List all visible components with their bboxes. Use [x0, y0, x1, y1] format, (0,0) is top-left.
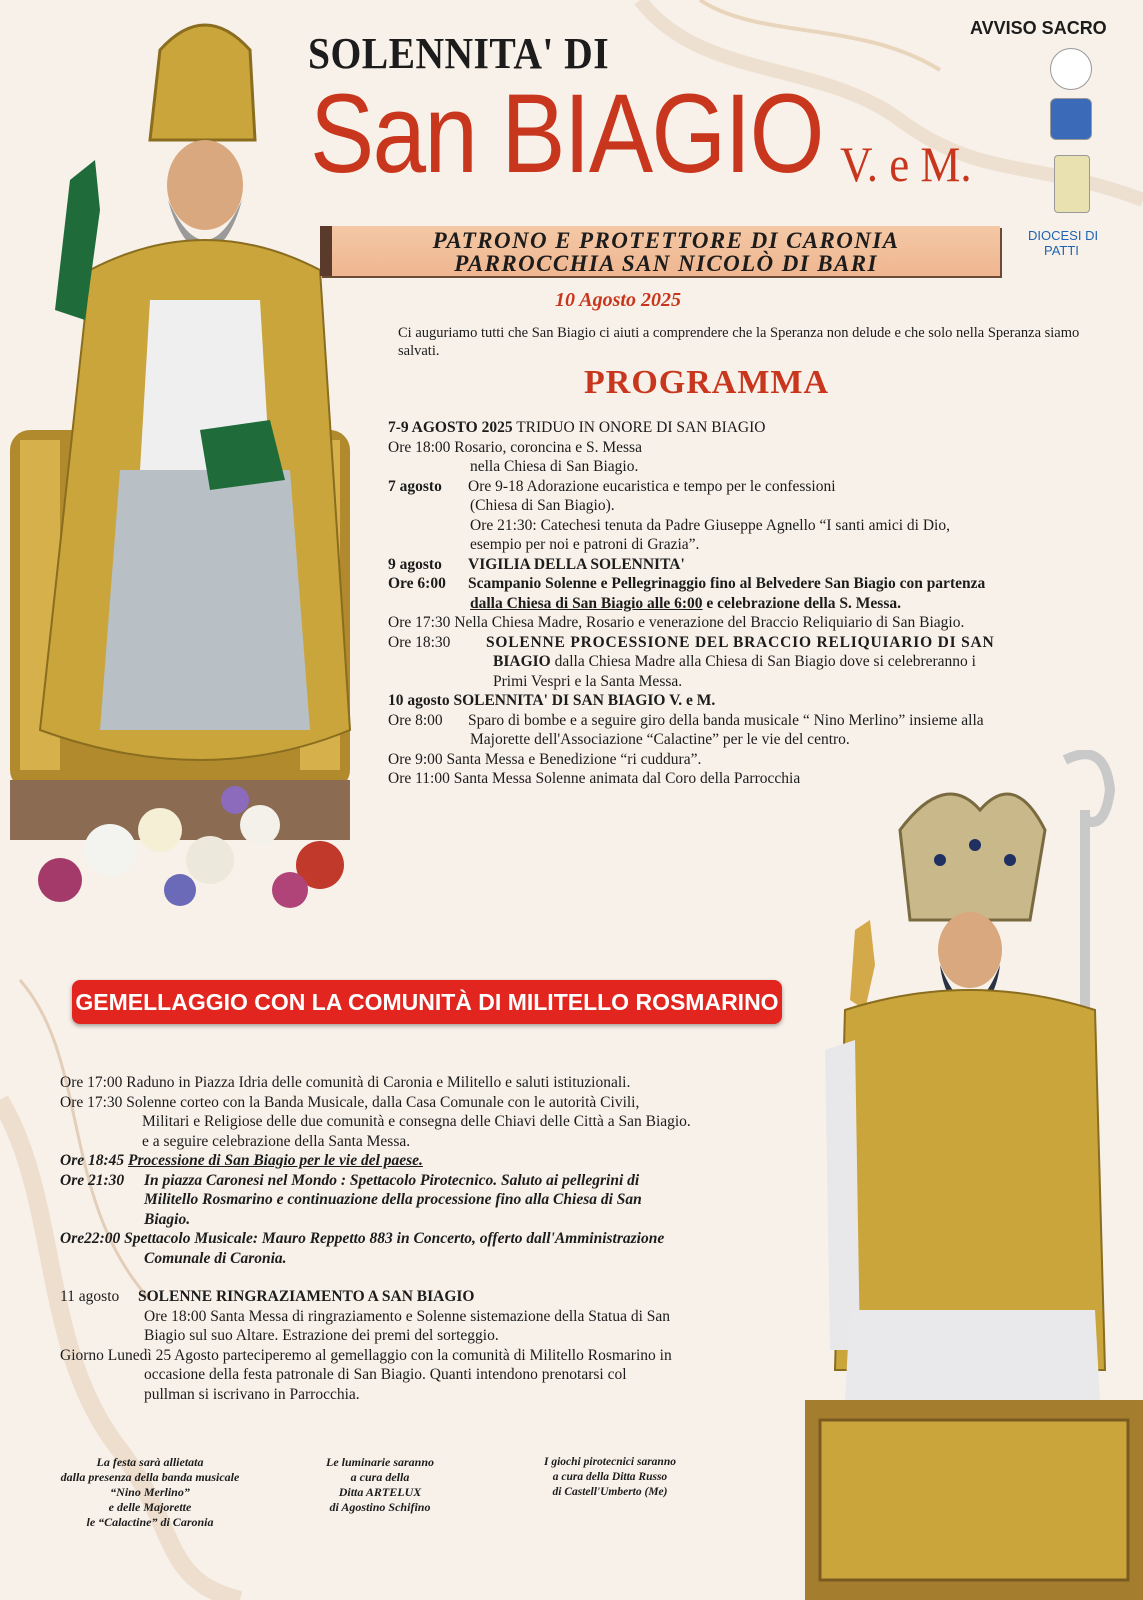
- gemellaggio-line: Militari e Religiose delle due comunità e consegna delle Chiavi delle Città a San Biagio.: [142, 1113, 691, 1130]
- gemellaggio-line: Giorno Lunedì 25 Agosto parteciperemo al gemellaggio con la comunità di Militello Rosmarino in: [60, 1346, 672, 1364]
- gemellaggio-line: Comunale di Caronia.: [144, 1249, 287, 1267]
- program-text: Ore 9-18 Adorazione eucaristica e tempo per le confessioni: [468, 477, 836, 495]
- program-text: Sparo di bombe e a seguire giro della banda musicale “ Nino Merlino” insieme alla: [468, 711, 984, 729]
- gemellaggio-line: e a seguire celebrazione della Santa Messa.: [142, 1132, 411, 1150]
- program-line: Ore 17:30 Nella Chiesa Madre, Rosario e venerazione del Braccio Reliquiario di San Biagio.: [388, 614, 965, 631]
- program-day-label: 9 agosto: [388, 555, 442, 573]
- program-text: VIGILIA DELLA SOLENNITA': [468, 555, 685, 573]
- parish-logo-icon: [1050, 48, 1092, 90]
- gemellaggio-line: [60, 1151, 805, 1171]
- comune-crest-icon: [1054, 155, 1090, 213]
- program-list: [388, 418, 1108, 789]
- page-title: San BIAGIO: [310, 71, 823, 196]
- gemellaggio-line: Biagio.: [144, 1210, 191, 1228]
- footer-line: a cura della: [350, 1470, 410, 1484]
- gemellaggio-time: Ore 18:45: [60, 1152, 129, 1169]
- avviso-label: AVVISO SACRO: [970, 18, 1107, 38]
- footer-line: “Nino Merlino”: [110, 1485, 190, 1499]
- gemellaggio-line: Biagio sul suo Altare. Estrazione dei premi del sorteggio.: [144, 1327, 499, 1344]
- program-line: [388, 633, 1108, 653]
- footer-band-note: [40, 1455, 260, 1530]
- footer-line: a cura della Ditta Russo: [552, 1471, 668, 1483]
- intro-text: Ci auguriamo tutti che San Biagio ci aiuti a comprendere che la Speranza non delude e che solo nella Speranza siamo salvati.: [398, 325, 1080, 359]
- gemellaggio-list: [60, 1073, 805, 1404]
- gemellaggio-text: In piazza Caronesi nel Mondo : Spettacolo Pirotecnico. Saluto ai pellegrini di: [144, 1171, 640, 1189]
- program-dates: 7-9 AGOSTO 2025: [388, 419, 513, 436]
- program-line: Majorette dell'Associazione “Calactine” per le vie del centro.: [470, 731, 850, 748]
- footer-fireworks-note: [510, 1455, 710, 1500]
- program-text: dalla Chiesa Madre alla Chiesa di San Biagio dove si celebreranno i: [550, 653, 976, 670]
- gemellaggio-text: SOLENNE RINGRAZIAMENTO A SAN BIAGIO: [138, 1288, 475, 1305]
- diocesi-line2: PATTI: [1044, 243, 1079, 258]
- gemellaggio-banner: GEMELLAGGIO CON LA COMUNITÀ DI MILITELLO ROSMARINO: [72, 980, 782, 1024]
- gemellaggio-line: [60, 1287, 805, 1307]
- program-time: alle 6:00: [647, 594, 703, 612]
- banner-line1: PATRONO E PROTETTORE DI CARONIA: [432, 228, 900, 253]
- title-suffix: V. e M.: [840, 136, 972, 192]
- program-line: [388, 594, 1108, 614]
- program-text: e celebrazione della S. Messa.: [702, 594, 901, 612]
- program-text: SOLENNE PROCESSIONE DEL BRACCIO RELIQUIARIO DI SAN: [486, 633, 995, 651]
- footer-line: La festa sarà allietata: [96, 1455, 204, 1469]
- program-day-label: 7 agosto: [388, 477, 442, 495]
- gemellaggio-line: Ore 18:00 Santa Messa di ringraziamento e Solenne sistemazione della Statua di San: [144, 1307, 671, 1325]
- program-text: Scampanio Solenne e Pellegrinaggio fino al Belvedere San Biagio con partenza: [468, 575, 986, 592]
- gemellaggio-line: Militello Rosmarino e continuazione della processione fino alla Chiesa di San: [144, 1191, 642, 1208]
- diocesi-label: [1028, 228, 1098, 258]
- program-time-label: Ore 18:30: [388, 633, 451, 651]
- diocese-crest-icon: [1050, 98, 1092, 140]
- gemellaggio-day: 11 agosto: [60, 1288, 120, 1305]
- spacer: [60, 1268, 805, 1287]
- programma-heading: PROGRAMMA: [584, 364, 830, 401]
- gemellaggio-text: Processione di San Biagio per le vie del paese.: [128, 1152, 423, 1169]
- gemellaggio-time: Ore 21:30: [60, 1171, 125, 1189]
- footer-line: dalla presenza della banda musicale: [60, 1470, 240, 1484]
- san-biagio-statue-right: [805, 750, 1143, 1600]
- program-line: [388, 711, 1108, 731]
- footer-line: di Castell'Umberto (Me): [552, 1486, 668, 1498]
- program-line: [388, 574, 1108, 594]
- program-time-label: Ore 6:00: [388, 575, 446, 592]
- footer-line: di Agostino Schifino: [329, 1500, 431, 1514]
- program-time-label: Ore 8:00: [388, 711, 443, 729]
- banner-line2: PARROCCHIA SAN NICOLÒ DI BARI: [454, 251, 878, 276]
- program-line: [388, 652, 1108, 672]
- footer-line: Ditta ARTELUX: [338, 1485, 422, 1499]
- program-line: (Chiesa di San Biagio).: [470, 497, 615, 514]
- program-line: [388, 555, 1108, 575]
- footer-line: Le luminarie saranno: [325, 1455, 435, 1469]
- program-line: Primi Vespri e la Santa Messa.: [493, 672, 683, 690]
- diocesi-line1: DIOCESI DI: [1028, 228, 1099, 243]
- footer-line: le “Calactine” di Caronia: [86, 1515, 214, 1529]
- footer-line: I giochi pirotecnici saranno: [544, 1456, 676, 1468]
- gemellaggio-line: occasione della festa patronale di San Biagio. Quanti intendono prenotarsi col: [144, 1366, 627, 1383]
- gemellaggio-line: Ore 17:30 Solenne corteo con la Banda Musicale, dalla Casa Comunale con le autorità Civili,: [60, 1093, 640, 1111]
- program-line: Ore 9:00 Santa Messa e Benedizione “ri cuddura”.: [388, 750, 702, 768]
- gemellaggio-line: pullman si iscrivano in Parrocchia.: [144, 1385, 360, 1403]
- program-line: [388, 418, 1108, 438]
- page-subtitle: SOLENNITA' DI: [308, 29, 610, 78]
- program-triduo: TRIDUO IN ONORE DI SAN BIAGIO: [512, 419, 766, 436]
- gemellaggio-line: Ore22:00 Spettacolo Musicale: Mauro Reppetto 883 in Concerto, offerto dall'Amministrazione: [60, 1230, 665, 1247]
- program-line: nella Chiesa di San Biagio.: [470, 458, 639, 475]
- program-line: Ore 21:30: Catechesi tenuta da Padre Giuseppe Agnello “I santi amici di Dio,: [470, 516, 950, 534]
- diocesi-logo-icon: [1022, 232, 1026, 236]
- footer-line: e delle Majorette: [108, 1500, 192, 1514]
- gemellaggio-line: Ore 17:00 Raduno in Piazza Idria delle comunità di Caronia e Militello e saluti istituzionali.: [60, 1074, 631, 1091]
- program-line: Ore 11:00 Santa Messa Solenne animata dal Coro della Parrocchia: [388, 770, 801, 787]
- patron-banner: [320, 226, 1000, 276]
- program-line: [388, 477, 1108, 497]
- event-date: 10 Agosto 2025: [555, 289, 681, 311]
- program-line: Ore 18:00 Rosario, coroncina e S. Messa: [388, 438, 642, 456]
- gemellaggio-line: [60, 1171, 805, 1191]
- program-line: esempio per noi e patroni di Grazia”.: [470, 536, 700, 553]
- program-text: BIAGIO: [493, 653, 551, 670]
- program-line: 10 agosto SOLENNITA' DI SAN BIAGIO V. e M.: [388, 692, 716, 709]
- program-text: dalla Chiesa di San Biagio: [470, 594, 648, 612]
- footer-lights-note: [290, 1455, 470, 1515]
